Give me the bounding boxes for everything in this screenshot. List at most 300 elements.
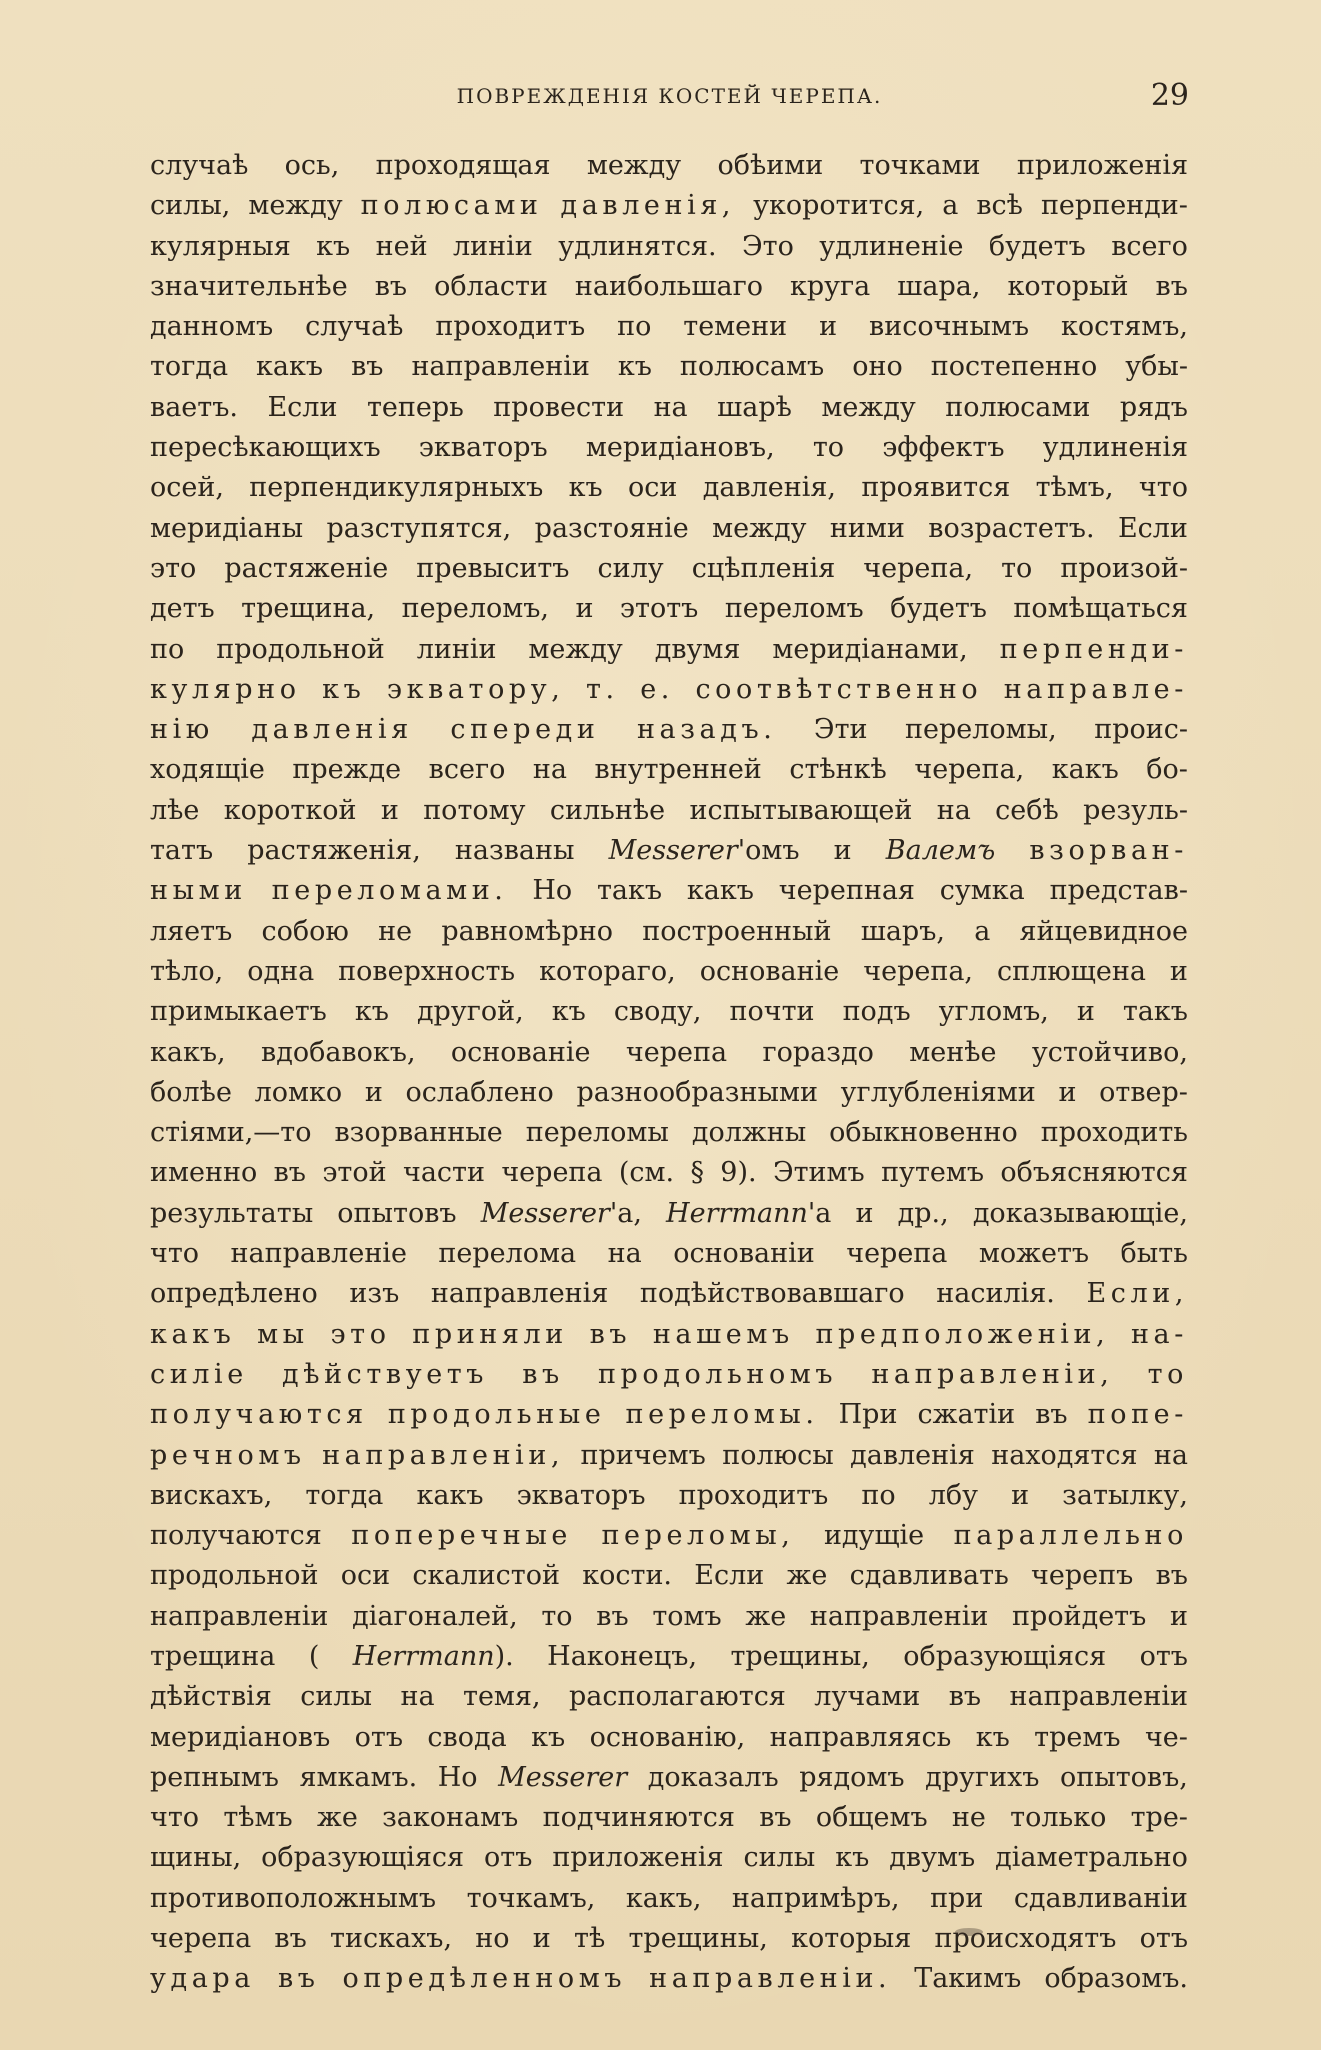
word: тре- xyxy=(1130,1802,1188,1834)
word: то xyxy=(1147,1358,1188,1390)
word: короткой xyxy=(223,794,357,826)
word: переломъ, xyxy=(401,593,550,625)
word: разстояніе xyxy=(534,512,689,544)
word: ными xyxy=(150,875,247,907)
text-line xyxy=(150,1762,1188,1802)
word: Но xyxy=(532,875,573,907)
word: значительнѣе xyxy=(150,270,348,302)
text-line xyxy=(150,1923,1188,1963)
word: дѣйствія xyxy=(150,1681,272,1713)
word: обыкновенно xyxy=(829,1117,1018,1149)
word: дѣйствуетъ xyxy=(282,1358,489,1390)
word: но xyxy=(475,1923,510,1955)
word: Если xyxy=(1117,512,1188,544)
word: въ xyxy=(759,1802,792,1834)
word: и xyxy=(1076,996,1095,1028)
word: тѣло, xyxy=(150,955,224,987)
word: нашемъ xyxy=(652,1318,794,1350)
word: 9). xyxy=(720,1157,757,1189)
word: сильнѣе xyxy=(549,794,666,826)
word: собою xyxy=(261,915,349,947)
word: въ xyxy=(374,270,408,302)
word: экватору, xyxy=(386,673,565,705)
word: основаніе xyxy=(450,1036,591,1068)
word: давленія, xyxy=(560,190,736,222)
word: проис- xyxy=(1094,714,1188,746)
word: височнымъ xyxy=(869,311,1030,343)
word: и xyxy=(819,311,838,343)
word: представ- xyxy=(1049,875,1188,907)
word: всѣ xyxy=(976,190,1023,222)
word: которыя xyxy=(791,1923,912,1955)
word: діаметрально xyxy=(995,1842,1188,1874)
word: проходитъ xyxy=(678,1479,829,1511)
word: приложенія xyxy=(1016,150,1188,181)
word: это xyxy=(330,1318,391,1350)
word: такъ xyxy=(596,875,663,907)
word: къ xyxy=(835,1842,870,1874)
word: точкамъ, xyxy=(466,1882,596,1914)
text-line xyxy=(150,754,1188,794)
word: удлиненіе xyxy=(819,230,964,262)
word: растяженіе xyxy=(224,552,389,584)
word: провести xyxy=(493,391,625,423)
word: сдавливаніи xyxy=(1013,1882,1188,1914)
word: направленіи, xyxy=(322,1439,565,1471)
word: быть xyxy=(1120,1238,1188,1270)
word: удлиненія xyxy=(1042,432,1188,464)
word: напримѣръ, xyxy=(731,1882,900,1914)
word: произой- xyxy=(1060,552,1188,584)
word: трещина, xyxy=(241,593,376,625)
word: стѣнкѣ xyxy=(789,754,887,786)
text-line xyxy=(150,1601,1188,1641)
word: какъ xyxy=(416,1479,484,1511)
word: въ xyxy=(273,1157,306,1189)
word: отъ xyxy=(1139,1923,1188,1955)
word: речномъ xyxy=(150,1439,306,1471)
word: на xyxy=(936,794,971,826)
word: какъ xyxy=(1051,754,1119,786)
text-line xyxy=(150,1440,1188,1480)
word: назадъ. xyxy=(636,714,777,746)
word: направленія xyxy=(430,1278,609,1310)
word: параллельно xyxy=(953,1520,1188,1552)
word: Эти xyxy=(813,714,868,746)
word: точками xyxy=(859,150,981,181)
word: удара xyxy=(150,1963,255,1995)
word: отъ xyxy=(1139,1640,1188,1672)
word: подчиняются xyxy=(542,1802,735,1834)
word: перелома xyxy=(438,1238,577,1270)
word: силы, xyxy=(150,190,231,222)
word: путемъ xyxy=(881,1157,985,1189)
word: меридіаны xyxy=(150,512,304,544)
word: направленіи, xyxy=(871,1358,1114,1390)
word: линіи xyxy=(453,230,533,262)
word: приняли xyxy=(412,1318,568,1350)
word: щины, xyxy=(150,1842,242,1874)
word: ходящіе xyxy=(150,754,265,786)
word: растяженія, xyxy=(247,835,421,867)
word: (см. xyxy=(618,1157,675,1189)
word: должны xyxy=(691,1117,807,1149)
word: же xyxy=(786,1560,828,1592)
word: въ xyxy=(948,1681,982,1713)
text-line xyxy=(150,875,1188,915)
word: лбу xyxy=(928,1479,979,1511)
word: между xyxy=(712,512,807,544)
word: же xyxy=(316,1802,358,1834)
word: Если, xyxy=(1086,1278,1188,1310)
word: будетъ xyxy=(988,230,1086,262)
word: Этимъ xyxy=(772,1157,865,1189)
word: перпендикулярныхъ xyxy=(249,472,544,504)
word: ней xyxy=(375,230,428,262)
word: др., xyxy=(897,1197,949,1229)
word: нію xyxy=(150,714,214,746)
word: въ xyxy=(277,1963,320,1995)
word: какъ xyxy=(150,1318,236,1350)
word: основаніе xyxy=(699,955,840,987)
text-line xyxy=(150,1319,1188,1359)
word: продольные xyxy=(387,1399,606,1431)
word: направленіи xyxy=(150,1600,329,1632)
word: экваторъ xyxy=(418,432,548,464)
word: не xyxy=(378,915,413,947)
text-line xyxy=(150,996,1188,1036)
word: сжатіи xyxy=(917,1399,1016,1431)
word: поперечные xyxy=(351,1520,572,1552)
word: детъ xyxy=(150,593,215,625)
word: лучами xyxy=(814,1681,921,1713)
word: основанію, xyxy=(589,1721,746,1753)
word: полюсами xyxy=(360,190,543,222)
word: черепная xyxy=(778,875,915,907)
word: опытовъ xyxy=(337,1197,457,1229)
text-line xyxy=(150,1842,1188,1882)
word: укоротится, xyxy=(753,190,925,222)
word: черепа xyxy=(150,1923,252,1955)
word: этотъ xyxy=(619,593,699,625)
word: перпенди- xyxy=(999,633,1188,665)
word: Это xyxy=(741,230,794,262)
word: на xyxy=(400,1681,435,1713)
word: приложенія xyxy=(552,1842,724,1874)
word: темя, xyxy=(463,1681,541,1713)
word: опредѣленномъ xyxy=(342,1963,627,1995)
word: что xyxy=(1138,472,1188,504)
word: въ xyxy=(1035,1399,1068,1431)
word: ямкамъ. xyxy=(299,1761,418,1793)
word: продольномъ xyxy=(597,1358,838,1390)
word: области xyxy=(434,270,548,302)
word: эффектъ xyxy=(882,432,1005,464)
text-line xyxy=(150,1037,1188,1077)
word: помѣщаться xyxy=(1013,593,1188,625)
word: удлинятся. xyxy=(558,230,717,262)
word: испытывающей xyxy=(689,794,913,826)
word: перпенди- xyxy=(1040,190,1188,222)
word: кости. xyxy=(582,1560,673,1592)
word: линіи xyxy=(416,633,497,665)
text-line xyxy=(150,1681,1188,1721)
word: противоположнымъ xyxy=(150,1882,437,1914)
word: одна xyxy=(247,955,315,987)
word: силіе xyxy=(150,1358,248,1390)
text-line xyxy=(150,835,1188,875)
word: образующіяся xyxy=(261,1842,465,1874)
word: оси xyxy=(340,1560,391,1592)
word: черепъ xyxy=(1031,1560,1134,1592)
word: экваторъ xyxy=(516,1479,646,1511)
word: данномъ xyxy=(150,311,274,343)
word: подѣйствовавшаго xyxy=(639,1278,905,1310)
word: результаты xyxy=(150,1197,314,1229)
text-line xyxy=(150,1480,1188,1520)
text-line xyxy=(150,1399,1188,1439)
word: ляетъ xyxy=(150,915,233,947)
text-line xyxy=(150,1641,1188,1681)
word: а xyxy=(974,915,991,947)
word: на xyxy=(1153,1439,1188,1471)
word: силу xyxy=(597,552,664,584)
word: ось, xyxy=(284,150,340,181)
word: почти xyxy=(729,996,815,1028)
word: и xyxy=(575,593,594,625)
word: не xyxy=(951,1802,986,1834)
text-line xyxy=(150,1560,1188,1600)
word: на- xyxy=(1130,1318,1188,1350)
text-line xyxy=(150,1077,1188,1117)
word: и xyxy=(380,794,399,826)
word: черепа, xyxy=(914,754,1025,786)
word: проходитъ xyxy=(435,311,586,343)
word: Если xyxy=(267,391,338,423)
word: поверхность xyxy=(338,955,516,987)
word: при xyxy=(930,1882,984,1914)
word: кулярныя xyxy=(150,230,291,262)
text-line xyxy=(150,674,1188,714)
word: причемъ xyxy=(580,1439,706,1471)
word: менѣе xyxy=(909,1036,997,1068)
word: прежде xyxy=(292,754,402,786)
text-line xyxy=(150,513,1188,553)
word: взорван- xyxy=(1029,835,1188,867)
word: какъ, xyxy=(625,1882,702,1914)
word: сумка xyxy=(939,875,1025,907)
text-line xyxy=(150,1278,1188,1318)
word: между xyxy=(528,633,623,665)
text-line xyxy=(150,1359,1188,1399)
word: двумъ xyxy=(889,1842,976,1874)
word: на xyxy=(532,754,567,786)
word: наибольшаго xyxy=(574,270,763,302)
word: бо- xyxy=(1146,754,1188,786)
word: томъ xyxy=(652,1600,722,1632)
word: ними xyxy=(829,512,905,544)
text-line xyxy=(150,351,1188,391)
text-line xyxy=(150,916,1188,956)
word: проявится xyxy=(861,472,1011,504)
word: только xyxy=(1010,1802,1107,1834)
word: находятся xyxy=(991,1439,1138,1471)
word: идущіе xyxy=(823,1520,925,1552)
word: къ xyxy=(531,1721,566,1753)
word: § xyxy=(690,1157,704,1189)
word: какъ xyxy=(686,875,754,907)
text-line xyxy=(150,1198,1188,1238)
text-line xyxy=(150,1238,1188,1278)
word: случаѣ xyxy=(305,311,404,343)
word: Messerer'омъ xyxy=(608,835,800,867)
word: внутренней xyxy=(594,754,762,786)
text-line xyxy=(150,634,1188,674)
word: оси xyxy=(628,472,678,504)
word: происходятъ xyxy=(934,1923,1117,1955)
word: ослаблено xyxy=(405,1076,554,1108)
word: къ xyxy=(975,1721,1010,1753)
text-line xyxy=(150,190,1188,230)
word: и xyxy=(1011,1479,1030,1511)
text-line xyxy=(150,1117,1188,1157)
word: репнымъ xyxy=(150,1761,279,1793)
text-line xyxy=(150,1157,1188,1197)
word: случаѣ xyxy=(150,150,249,181)
word: трещины, xyxy=(628,1923,768,1955)
page-number: 29 xyxy=(1150,78,1189,113)
word: разнообразными xyxy=(576,1076,818,1108)
word: переломы. xyxy=(625,1399,819,1431)
word: давленія, xyxy=(702,472,837,504)
text-line xyxy=(150,432,1188,472)
text-line xyxy=(150,472,1188,512)
word: силы xyxy=(743,1842,816,1874)
word: то xyxy=(1001,552,1033,584)
word: попе- xyxy=(1087,1399,1188,1431)
word: постепенно xyxy=(930,351,1098,383)
word: это xyxy=(150,552,197,584)
word: отъ xyxy=(354,1721,404,1753)
word: пройдетъ xyxy=(1012,1600,1147,1632)
running-title: ПОВРЕЖДЕНІЯ КОСТЕЙ ЧЕРЕПА. xyxy=(456,84,883,108)
word: тремъ xyxy=(1034,1721,1121,1753)
word: въ xyxy=(351,351,384,383)
word: къ xyxy=(617,351,652,383)
word: законамъ xyxy=(382,1802,519,1834)
word: предположеніи, xyxy=(815,1318,1110,1350)
word: тѣ xyxy=(574,1923,606,1955)
word: на xyxy=(607,1238,642,1270)
word: полюсамъ xyxy=(679,351,825,383)
word: между xyxy=(248,190,343,222)
word: и xyxy=(855,1197,874,1229)
word: Messerer xyxy=(498,1761,628,1793)
word: объясняются xyxy=(1000,1157,1188,1189)
word: въ xyxy=(1155,1560,1188,1592)
word: именно xyxy=(150,1157,258,1189)
word: вискахъ, xyxy=(150,1479,273,1511)
word: отъ xyxy=(484,1842,533,1874)
word: давленія xyxy=(251,714,413,746)
word: переломы xyxy=(525,1117,669,1149)
word: т. xyxy=(585,673,619,705)
word: получаются xyxy=(150,1520,322,1552)
text-line xyxy=(150,150,1188,190)
word: черепа xyxy=(501,1157,603,1189)
word: направленіи xyxy=(1009,1681,1188,1713)
word: полюсами xyxy=(945,391,1091,423)
word: темени xyxy=(683,311,788,343)
word: направляясь xyxy=(769,1721,952,1753)
word: въ xyxy=(522,1358,564,1390)
word: направленіи. xyxy=(649,1963,892,1995)
word: то xyxy=(812,432,845,464)
word: черепа xyxy=(846,1238,948,1270)
word: основаніи xyxy=(673,1238,815,1270)
word: мы xyxy=(257,1318,309,1350)
word: какъ, xyxy=(150,1036,226,1068)
word: черепа xyxy=(625,1036,728,1068)
word: сцѣпленія xyxy=(691,552,836,584)
word: двумя xyxy=(654,633,741,665)
word: трещина xyxy=(150,1640,276,1672)
word: потому xyxy=(423,794,526,826)
word: какъ xyxy=(256,351,324,383)
word: части xyxy=(402,1157,485,1189)
word: Herrmann'а xyxy=(666,1197,832,1229)
ink-blot xyxy=(955,1928,983,1936)
text-line xyxy=(150,956,1188,996)
word: меридіановъ, xyxy=(585,432,775,464)
word: рядъ xyxy=(1119,391,1188,423)
word: че- xyxy=(1144,1721,1188,1753)
word: Валемъ xyxy=(885,835,996,867)
word: черепа, xyxy=(863,955,974,987)
word: костямъ, xyxy=(1061,311,1188,343)
word: другой, xyxy=(416,996,524,1028)
word: такъ xyxy=(1122,996,1188,1028)
word: названы xyxy=(454,835,575,867)
word: къ xyxy=(316,230,351,262)
word: въ xyxy=(1155,270,1188,302)
word: переломами. xyxy=(271,875,508,907)
text-line xyxy=(150,795,1188,835)
word: своду, xyxy=(613,996,702,1028)
word: черепа, xyxy=(863,552,974,584)
word: между xyxy=(586,150,682,181)
word: тѣмъ xyxy=(223,1802,293,1834)
word: трещины, xyxy=(730,1640,870,1672)
word: Наконецъ, xyxy=(547,1640,698,1672)
word: и xyxy=(1169,955,1188,987)
word: тѣмъ, xyxy=(1035,472,1114,504)
word: къ xyxy=(322,673,366,705)
word: е. xyxy=(640,673,674,705)
word: Messerer'а, xyxy=(480,1197,642,1229)
word: полюсы xyxy=(722,1439,834,1471)
word: обѣими xyxy=(717,150,824,181)
word: круга xyxy=(789,270,871,302)
word: то xyxy=(541,1600,573,1632)
word: соотвѣтственно xyxy=(695,673,983,705)
word: въ xyxy=(596,1600,629,1632)
word: себѣ xyxy=(995,794,1059,826)
word: между xyxy=(821,391,916,423)
word: ломко xyxy=(254,1076,343,1108)
word: шарѣ xyxy=(717,391,792,423)
word: и xyxy=(364,1076,383,1108)
